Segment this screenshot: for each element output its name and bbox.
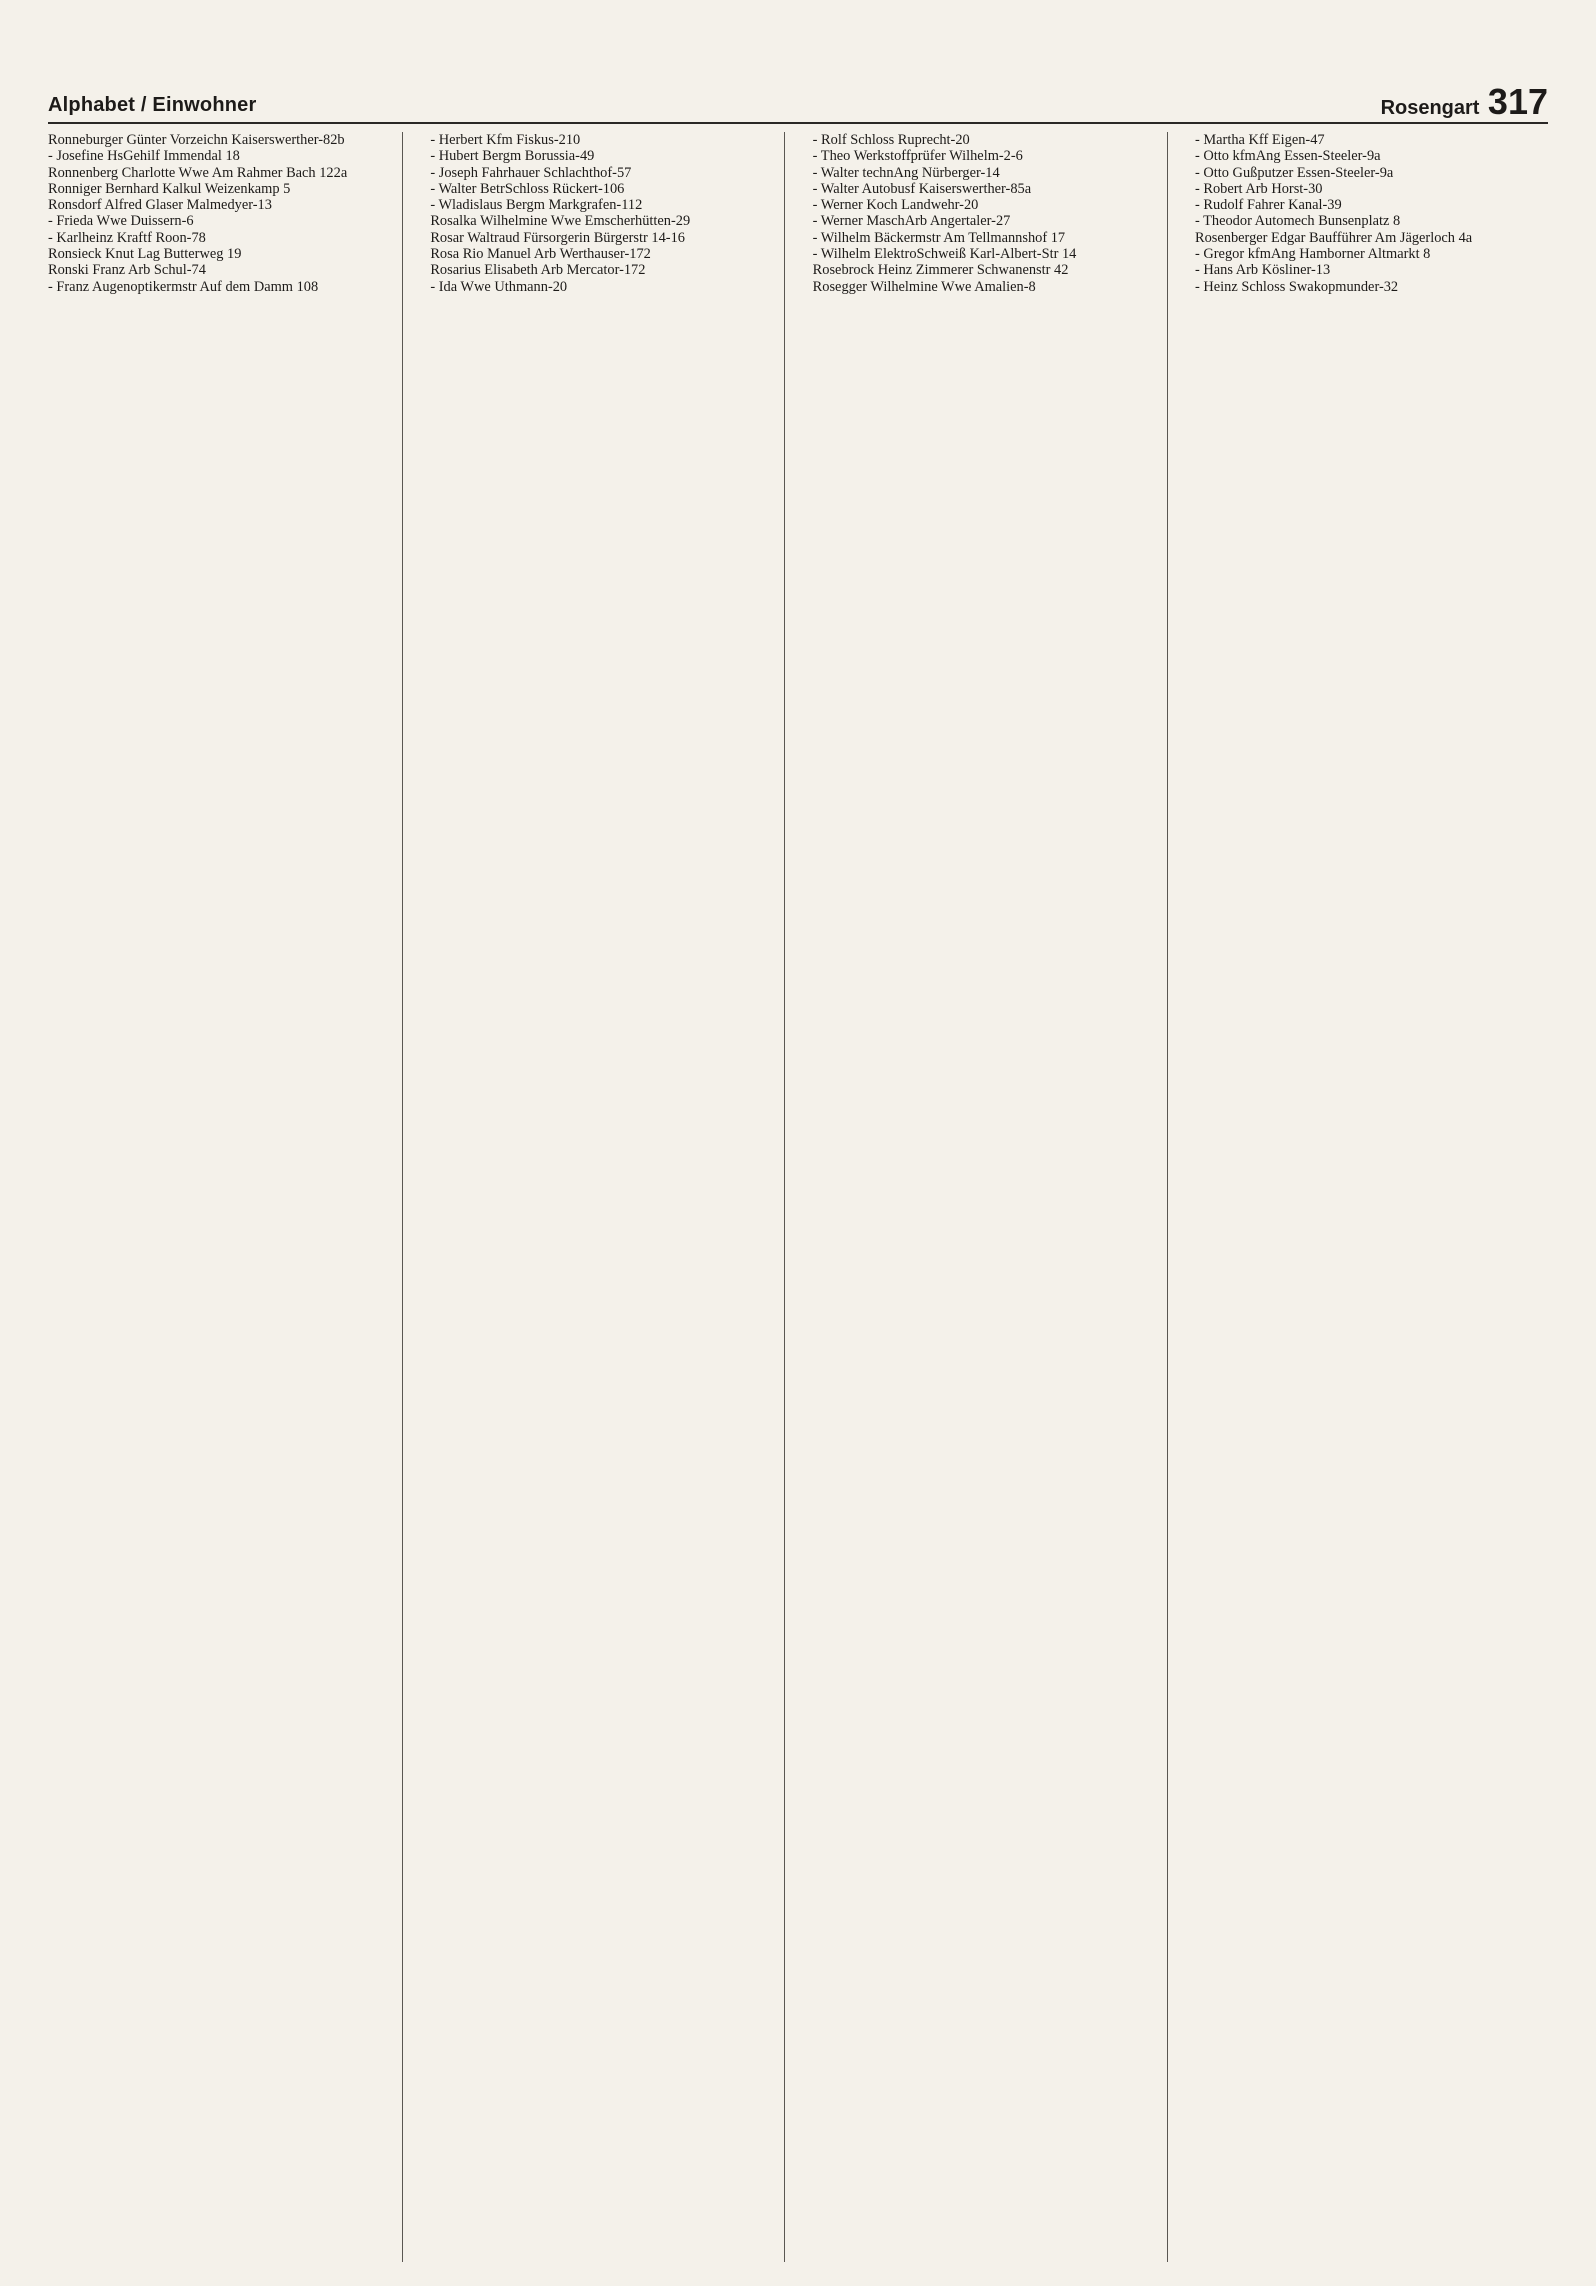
directory-column-1 (48, 132, 403, 2262)
listing-entry: - Walter technAng Nürberger-14 (812, 164, 1000, 181)
listing-entry: - Wilhelm ElektroSchweiß Karl-Albert-Str 14 (812, 246, 1077, 263)
directory-column-2 (430, 132, 785, 2262)
listing-entry: Ronsdorf Alfred Glaser Malmedyer-13 (48, 197, 272, 214)
listing-entry: - Herbert Kfm Fiskus-210 (430, 132, 581, 148)
listing-entry: Ronniger Bernhard Kalkul Weizenkamp 5 (48, 180, 291, 197)
listing-entry: Ronnenberg Charlotte Wwe Am Rahmer Bach 122a (48, 164, 348, 181)
directory-columns (48, 132, 1550, 2262)
listing-entry: - Hubert Bergm Borussia-49 (430, 148, 595, 165)
listing-entry: - Ida Wwe Uthmann-20 (430, 278, 568, 295)
listing-entry: - Werner Koch Landwehr-20 (812, 197, 979, 214)
running-head: Rosengart (1380, 97, 1480, 119)
listing-entry: Rosalka Wilhelmine Wwe Emscherhütten-29 (430, 213, 691, 230)
section-title: Alphabet / Einwohner (48, 94, 257, 116)
listing-entry: - Wilhelm Bäckermstr Am Tellmannshof 17 (812, 229, 1066, 246)
listing-entry: - Rolf Schloss Ruprecht-20 (812, 132, 970, 148)
listing-entry: - Werner MaschArb Angertaler-27 (812, 213, 1011, 230)
listing-entry: Ronsieck Knut Lag Butterweg 19 (48, 246, 242, 263)
directory-column-4 (1195, 132, 1550, 2262)
listing-entry: - Gregor kfmAng Hamborner Altmarkt 8 (1194, 246, 1431, 263)
listing-entry: - Theo Werkstoffprüfer Wilhelm-2-6 (812, 148, 1023, 165)
listing-entry: - Theodor Automech Bunsenplatz 8 (1194, 213, 1401, 230)
listing-entry: - Hans Arb Kösliner-13 (1194, 262, 1331, 279)
listing-entry: - Joseph Fahrhauer Schlachthof-57 (430, 164, 632, 181)
listing-entry: - Martha Kff Eigen-47 (1194, 132, 1325, 148)
listing-entry: Rosa Rio Manuel Arb Werthauser-172 (430, 246, 651, 263)
listing-entry: - Rudolf Fahrer Kanal-39 (1194, 197, 1342, 214)
listing-entry: - Josefine HsGehilf Immendal 18 (48, 148, 240, 165)
listing-entry: - Walter BetrSchloss Rückert-106 (430, 180, 625, 197)
listing-entry: - Franz Augenoptikermstr Auf dem Damm 108 (48, 278, 319, 295)
directory-column-3 (813, 132, 1168, 2262)
running-head-block (1380, 81, 1548, 122)
listing-entry: - Heinz Schloss Swakopmunder-32 (1194, 278, 1399, 295)
listing-entry: Ronneburger Günter Vorzeichn Kaiserswerther-82b (48, 132, 345, 148)
listing-entry: - Otto Gußputzer Essen-Steeler-9a (1194, 164, 1394, 181)
listing-entry: - Otto kfmAng Essen-Steeler-9a (1194, 148, 1381, 165)
listing-entry: Rosar Waltraud Fürsorgerin Bürgerstr 14-16 (430, 229, 685, 246)
listing-entry: - Karlheinz Kraftf Roon-78 (48, 229, 206, 246)
listing-entry: - Wladislaus Bergm Markgrafen-112 (430, 197, 643, 214)
page-number: 317 (1487, 81, 1548, 122)
page-header (48, 78, 1548, 124)
listing-entry: - Frieda Wwe Duissern-6 (48, 213, 194, 230)
listing-entry: Rosenberger Edgar Baufführer Am Jägerloch 4a (1194, 229, 1473, 246)
listing-entry: - Robert Arb Horst-30 (1194, 180, 1323, 197)
listing-entry: Ronski Franz Arb Schul-74 (48, 262, 206, 279)
listing-entry: Rosebrock Heinz Zimmerer Schwanenstr 42 (812, 262, 1069, 279)
listing-entry: Rosegger Wilhelmine Wwe Amalien-8 (812, 278, 1036, 295)
listing-entry: Rosarius Elisabeth Arb Mercator-172 (430, 262, 646, 279)
listing-entry: - Walter Autobusf Kaiserswerther-85a (812, 180, 1032, 197)
